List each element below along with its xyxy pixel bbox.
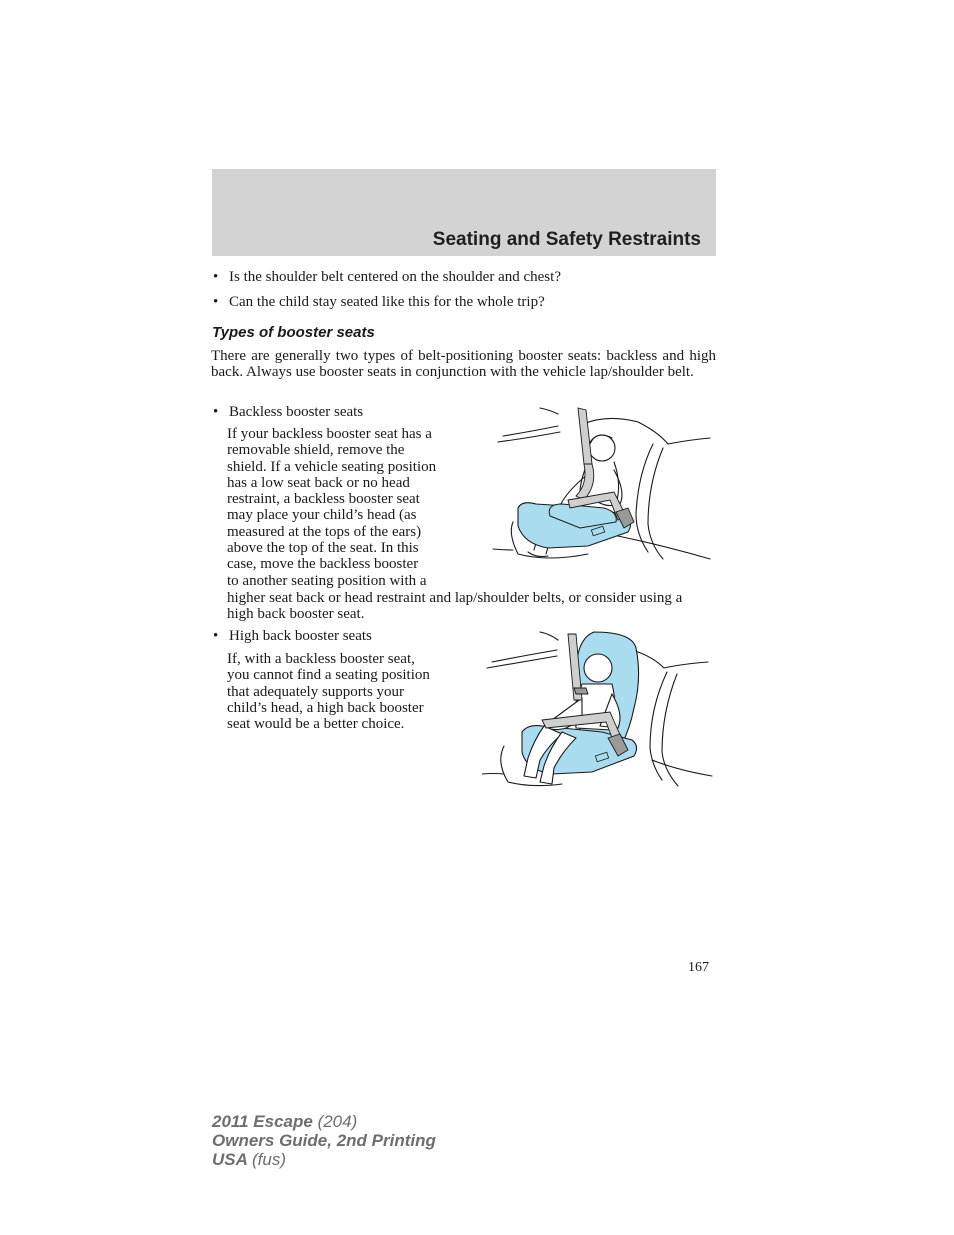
page-title: Seating and Safety Restraints <box>432 229 701 250</box>
intro-paragraph: There are generally two types of belt-positioning booster seats: backless and high back. Always use booster seats in conjunction with the vehicle lap/shoulder belt. <box>211 348 716 381</box>
text-line: child’s head, a high back booster <box>227 699 424 716</box>
text-line: to another seating position with a <box>227 572 427 589</box>
text-line: If, with a backless booster seat, <box>227 651 415 667</box>
bullet-backless: • Backless booster seats <box>212 404 363 421</box>
text-line: has a low seat back or no head <box>227 474 410 491</box>
text-line: removable shield, remove the <box>227 442 405 459</box>
backless-booster-illustration <box>488 404 714 564</box>
backless-paragraph <box>227 426 436 589</box>
footer-model: 2011 Escape <box>212 1112 313 1131</box>
document-footer <box>212 1112 436 1169</box>
footer-market: USA <box>212 1150 248 1169</box>
text-line: case, move the backless booster <box>227 556 419 573</box>
header-band <box>212 169 716 256</box>
footer-model-code: (204) <box>317 1112 358 1131</box>
text-line: If your backless booster seat has a <box>227 426 432 442</box>
text-line: that adequately supports your <box>227 683 405 700</box>
footer-market-code: (fus) <box>252 1150 286 1169</box>
text-line: shield. If a vehicle seating position <box>227 458 437 475</box>
bullet-high-back: • High back booster seats <box>212 628 372 645</box>
text-line: above the top of the seat. In this <box>227 540 419 557</box>
section-heading: Types of booster seats <box>212 324 375 341</box>
checklist-item: • Is the shoulder belt centered on the shoulder and chest? <box>212 269 716 286</box>
text-line: measured at the tops of the ears) <box>227 523 422 540</box>
text-line: restraint, a backless booster seat <box>227 491 420 508</box>
backless-paragraph-tail: higher seat back or head restraint and lap/shoulder belts, or consider using a high back booster seat. <box>227 590 683 623</box>
footer-printing: Owners Guide, 2nd Printing <box>212 1131 436 1150</box>
text-line: you cannot find a seating position <box>227 667 430 684</box>
text-line: may place your child’s head (as <box>227 507 417 524</box>
checklist-item: • Can the child stay seated like this for the whole trip? <box>212 294 716 311</box>
high-back-booster-illustration <box>482 628 714 790</box>
high-back-paragraph <box>227 651 430 732</box>
text-line: seat would be a better choice. <box>227 716 405 733</box>
page-number: 167 <box>688 960 709 975</box>
